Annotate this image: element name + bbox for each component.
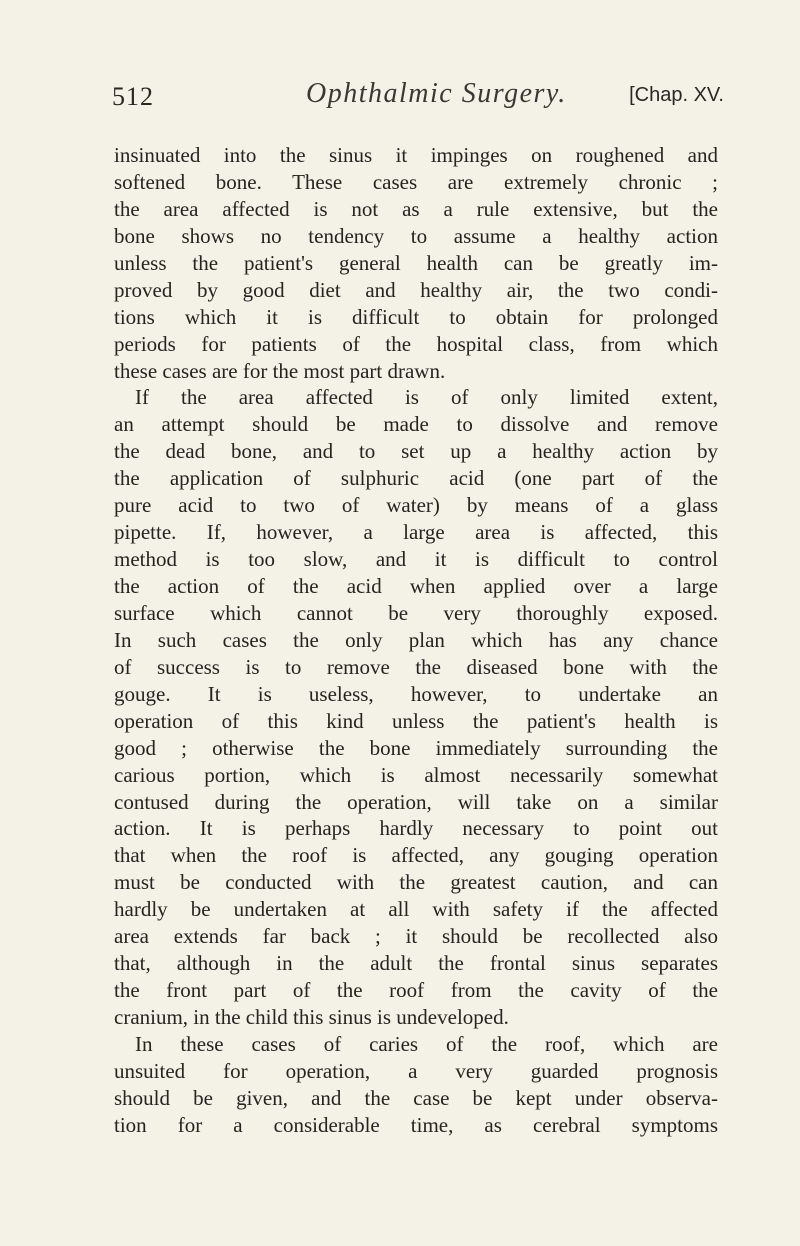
- text-line: good ; otherwise the bone immediately surrounding the: [114, 735, 718, 760]
- paragraph-start-line: In these cases of caries of the roof, which are: [135, 1031, 718, 1056]
- text-line: the front part of the roof from the cavity of the: [114, 978, 718, 1003]
- running-head: [112, 78, 724, 118]
- text-line: the dead bone, and to set up a healthy action by: [114, 439, 718, 464]
- text-line: the application of sulphuric acid (one part of the: [114, 466, 718, 491]
- text-line: carious portion, which is almost necessarily somewhat: [114, 762, 718, 787]
- body-text: [114, 142, 718, 1139]
- text-line: tions which it is difficult to obtain for prolonged: [114, 304, 718, 329]
- running-title: Ophthalmic Surgery.: [306, 78, 567, 109]
- text-line: unsuited for operation, a very guarded prognosis: [114, 1058, 718, 1083]
- text-line: area extends far back ; it should be recollected also: [114, 924, 718, 949]
- text-line: operation of this kind unless the patient's health is: [114, 708, 718, 733]
- text-line: should be given, and the case be kept under observa-: [114, 1085, 718, 1110]
- text-line: that, although in the adult the frontal sinus separates: [114, 951, 718, 976]
- text-line: pure acid to two of water) by means of a glass: [114, 493, 718, 518]
- paragraph-start-line: If the area affected is of only limited extent,: [135, 385, 718, 410]
- text-line: of success is to remove the diseased bone with the: [114, 654, 718, 679]
- text-line: surface which cannot be very thoroughly exposed.: [114, 600, 718, 625]
- text-line: gouge. It is useless, however, to undertake an: [114, 681, 718, 706]
- text-line: the action of the acid when applied over a large: [114, 574, 718, 598]
- text-line: insinuated into the sinus it impinges on roughened and: [114, 143, 718, 167]
- text-line: that when the roof is affected, any gouging operation: [114, 843, 718, 868]
- text-line: periods for patients of the hospital class, from which: [114, 331, 718, 356]
- text-line: must be conducted with the greatest caution, and can: [114, 870, 718, 895]
- chapter-label: [Chap. XV.: [629, 84, 724, 106]
- text-line: hardly be undertaken at all with safety if the affected: [114, 897, 718, 922]
- text-line: method is too slow, and it is difficult to control: [114, 547, 718, 572]
- text-line: tion for a considerable time, as cerebral symptoms: [114, 1112, 718, 1137]
- paragraph-end-line: cranium, in the child this sinus is undeveloped.: [114, 1005, 509, 1029]
- paragraph-end-line: these cases are for the most part drawn.: [114, 358, 446, 383]
- text-line: softened bone. These cases are extremely chronic ;: [114, 169, 718, 194]
- text-line: action. It is perhaps hardly necessary to point out: [114, 816, 718, 841]
- text-line: In such cases the only plan which has any chance: [114, 627, 718, 652]
- text-line: bone shows no tendency to assume a healthy action: [114, 223, 718, 248]
- text-line: the area affected is not as a rule extensive, but the: [114, 196, 718, 221]
- text-line: pipette. If, however, a large area is affected, this: [114, 520, 718, 545]
- page-number: 512: [112, 82, 154, 111]
- text-line: unless the patient's general health can be greatly im-: [114, 250, 718, 275]
- text-line: an attempt should be made to dissolve and remove: [114, 412, 718, 437]
- text-line: contused during the operation, will take on a similar: [114, 789, 718, 814]
- text-line: proved by good diet and healthy air, the two condi-: [114, 277, 718, 302]
